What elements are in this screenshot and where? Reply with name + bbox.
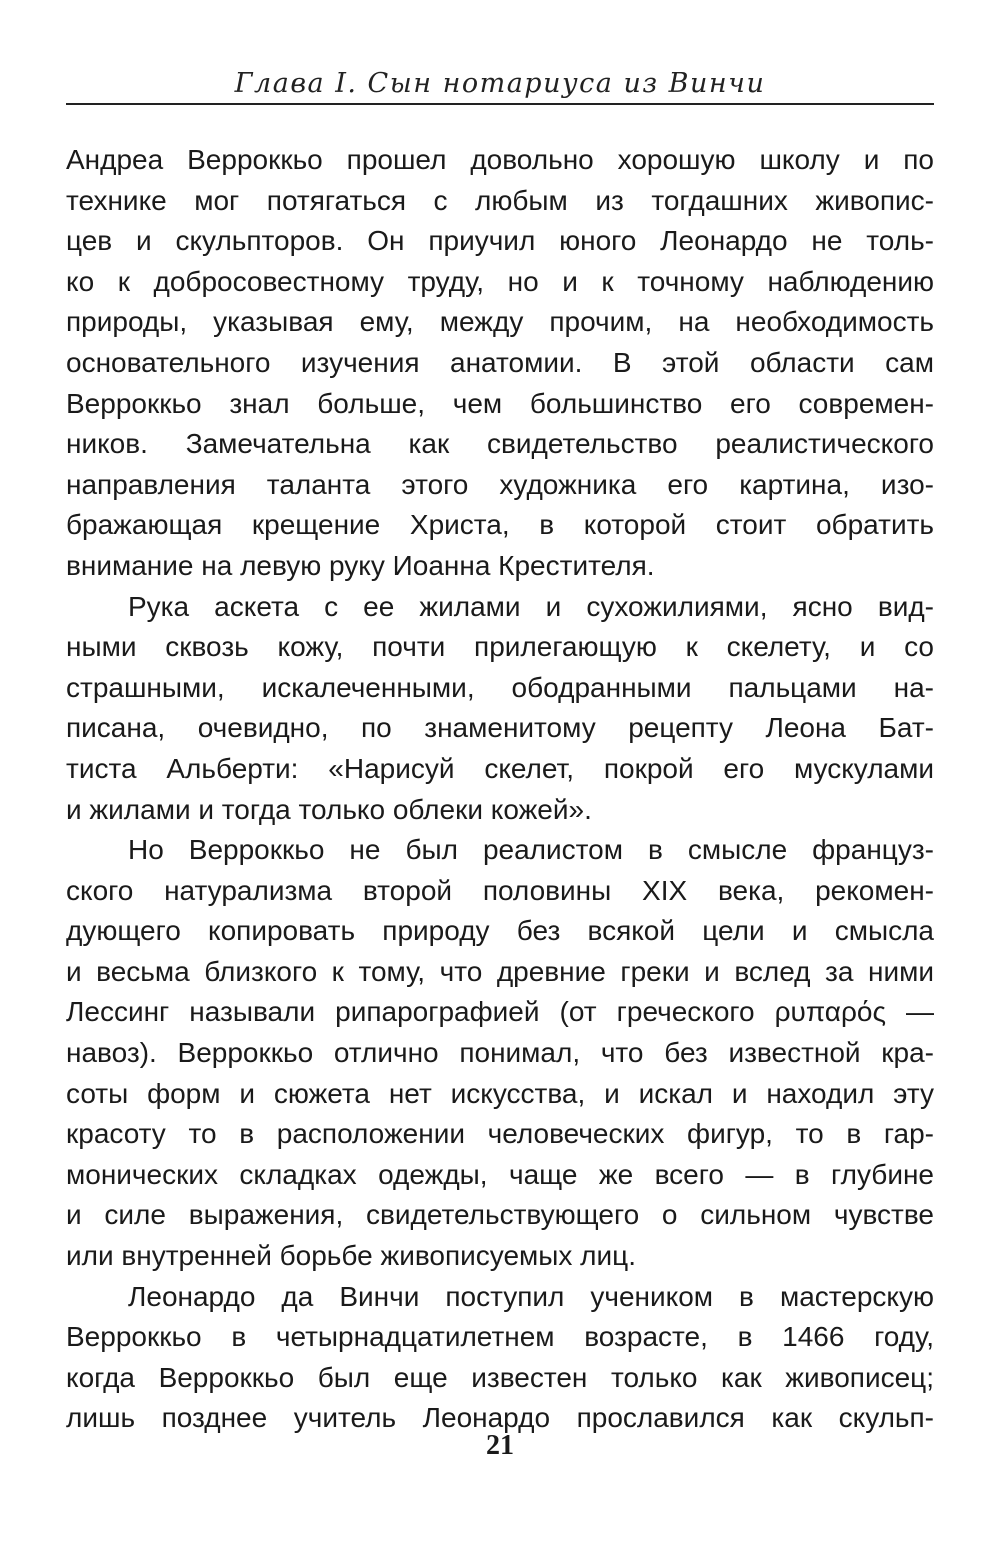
paragraph (66, 140, 934, 587)
text-line: красоту то в расположении человеческих фигур, то в гар- (66, 1118, 934, 1150)
text-line: Рука аскета с ее жилами и сухожилиями, ясно вид- (128, 590, 934, 622)
paragraph (66, 1277, 934, 1439)
text-line: ными сквозь кожу, почти прилегающую к скелету, и со (66, 631, 934, 663)
text-line: Лессинг называли рипарографией (от греческого ρυπαρός — (66, 996, 934, 1028)
text-line: и силе выражения, свидетельствующего о сильном чувстве (66, 1199, 934, 1231)
text-line: бражающая крещение Христа, в которой стоит обратить (66, 509, 934, 541)
text-line: технике мог потягаться с любым из тогдашних живопис- (66, 184, 934, 216)
running-head: Глава I. Сын нотариуса из Винчи (234, 68, 766, 99)
header-rule (66, 103, 934, 105)
page-number: 21 (486, 1430, 514, 1461)
text-line: ников. Замечательна как свидетельство реалистического (66, 428, 934, 460)
text-line: когда Верроккьо был еще известен только как живописец; (66, 1361, 934, 1393)
text-line: Но Верроккьо не был реалистом в смысле француз- (128, 834, 934, 866)
text-line: ского натурализма второй половины XIX века, рекомен- (66, 874, 934, 906)
text-line: и весьма близкого к тому, что древние греки и вслед за ними (66, 955, 934, 987)
text-line: или внутренней борьбе живописуемых лиц. (66, 1240, 636, 1272)
text-line: навоз). Верроккьо отлично понимал, что без известной кра- (66, 1037, 934, 1069)
text-line: основательного изучения анатомии. В этой области сам (66, 346, 934, 378)
text-line: писана, очевидно, по знаменитому рецепту Леона Бат- (66, 712, 934, 744)
text-line: Андреа Верроккьо прошел довольно хорошую школу и по (66, 144, 934, 175)
text-line: цев и скульпторов. Он приучил юного Леонардо не толь- (66, 225, 934, 257)
text-line: соты форм и сюжета нет искусства, и искал и находил эту (66, 1077, 934, 1109)
text-line: монических складках одежды, чаще же всего — в глубине (66, 1158, 934, 1190)
text-line: дующего копировать природу без всякой цели и смысла (66, 915, 934, 947)
text-line: Верроккьо в четырнадцатилетнем возрасте, в 1466 году, (66, 1321, 934, 1353)
text-line: лишь позднее учитель Леонардо прославился как скульп- (66, 1402, 934, 1434)
text-line: ко к добросовестному труду, но и к точному наблюдению (66, 265, 934, 297)
paragraph (66, 587, 934, 831)
text-line: тиста Альберти: «Нарисуй скелет, покрой его мускулами (66, 752, 934, 784)
text-line: и жилами и тогда только облеки кожей». (66, 793, 592, 825)
body-text (66, 140, 934, 1439)
text-line: природы, указывая ему, между прочим, на необходимость (66, 306, 934, 338)
text-line: страшными, искалеченными, ободранными пальцами на- (66, 671, 934, 703)
paragraph (66, 830, 934, 1277)
text-line: Леонардо да Винчи поступил учеником в мастерскую (128, 1280, 934, 1312)
text-line: Верроккьо знал больше, чем большинство его современ- (66, 387, 934, 419)
text-line: направления таланта этого художника его картина, изо- (66, 468, 934, 500)
text-line: внимание на левую руку Иоанна Крестителя. (66, 549, 655, 581)
